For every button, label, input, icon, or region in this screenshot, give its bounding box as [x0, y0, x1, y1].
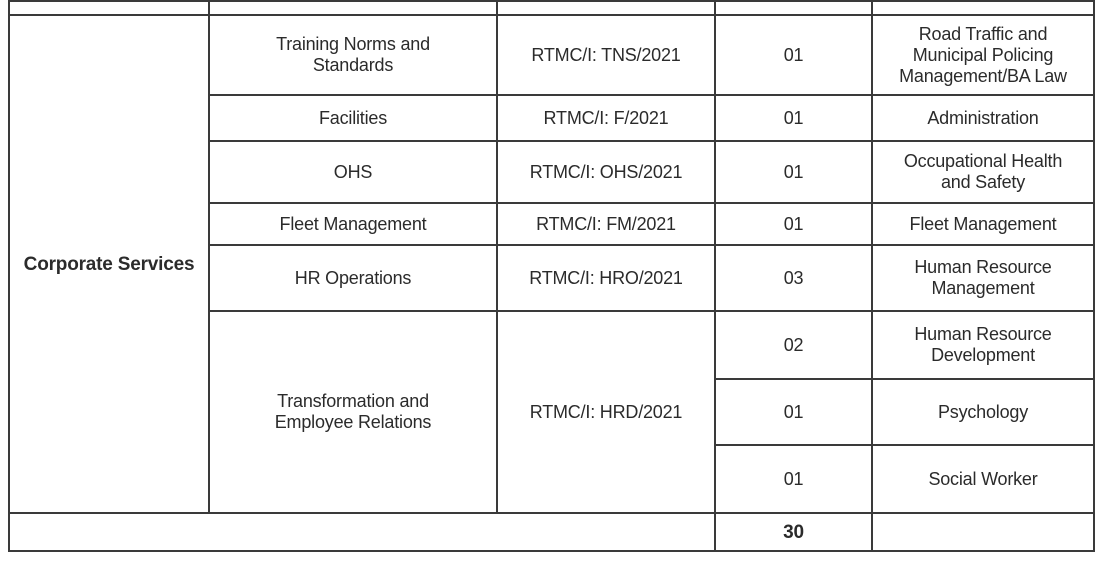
field-line: Management [931, 278, 1035, 298]
count-cell: 03 [715, 245, 872, 311]
unit-cell [209, 311, 497, 513]
field-line: Occupational Health [903, 151, 1063, 171]
field-cell [872, 141, 1094, 203]
cell-empty [872, 1, 1094, 15]
unit-line: Employee Relations [274, 412, 432, 432]
reference-cell: RTMC/I: HRO/2021 [497, 245, 715, 311]
count-cell: 01 [715, 445, 872, 513]
reference-cell: RTMC/I: HRD/2021 [497, 311, 715, 513]
field-line: Human Resource [914, 257, 1052, 277]
unit-cell: HR Operations [209, 245, 497, 311]
total-row [9, 513, 1094, 551]
total-label-cell [9, 513, 715, 551]
cell-empty [209, 1, 497, 15]
cell-empty [497, 1, 715, 15]
count-cell: 01 [715, 95, 872, 141]
count-cell: 01 [715, 379, 872, 445]
count-cell: 01 [715, 141, 872, 203]
posts-table-container [8, 0, 1093, 552]
unit-cell: OHS [209, 141, 497, 203]
field-cell [872, 311, 1094, 379]
count-cell: 02 [715, 311, 872, 379]
field-cell: Administration [872, 95, 1094, 141]
reference-cell: RTMC/I: F/2021 [497, 95, 715, 141]
section-label: Corporate Services [9, 15, 209, 513]
cell-empty [9, 1, 209, 15]
reference-cell: RTMC/I: FM/2021 [497, 203, 715, 245]
field-cell [872, 15, 1094, 95]
reference-cell: RTMC/I: OHS/2021 [497, 141, 715, 203]
field-cell: Psychology [872, 379, 1094, 445]
unit-cell: Facilities [209, 95, 497, 141]
field-cell: Social Worker [872, 445, 1094, 513]
posts-table [8, 0, 1095, 552]
reference-cell: RTMC/I: TNS/2021 [497, 15, 715, 95]
field-line: Development [931, 345, 1035, 365]
field-line: Human Resource [914, 324, 1052, 344]
cell-empty [715, 1, 872, 15]
field-line: Municipal Policing [912, 44, 1054, 65]
table-row-continuation [9, 1, 1094, 15]
field-line: and Safety [940, 172, 1026, 192]
field-cell [872, 245, 1094, 311]
unit-cell: Fleet Management [209, 203, 497, 245]
field-line: Road Traffic and [918, 23, 1048, 44]
total-count: 30 [715, 513, 872, 551]
count-cell: 01 [715, 15, 872, 95]
field-cell: Fleet Management [872, 203, 1094, 245]
table-row [9, 15, 1094, 95]
count-cell: 01 [715, 203, 872, 245]
field-line: Management/BA Law [899, 65, 1067, 86]
unit-line: Standards [312, 55, 394, 75]
total-empty-cell [872, 513, 1094, 551]
unit-cell [209, 15, 497, 95]
unit-line: Transformation and [277, 391, 429, 411]
unit-line: Training Norms and [276, 34, 430, 54]
